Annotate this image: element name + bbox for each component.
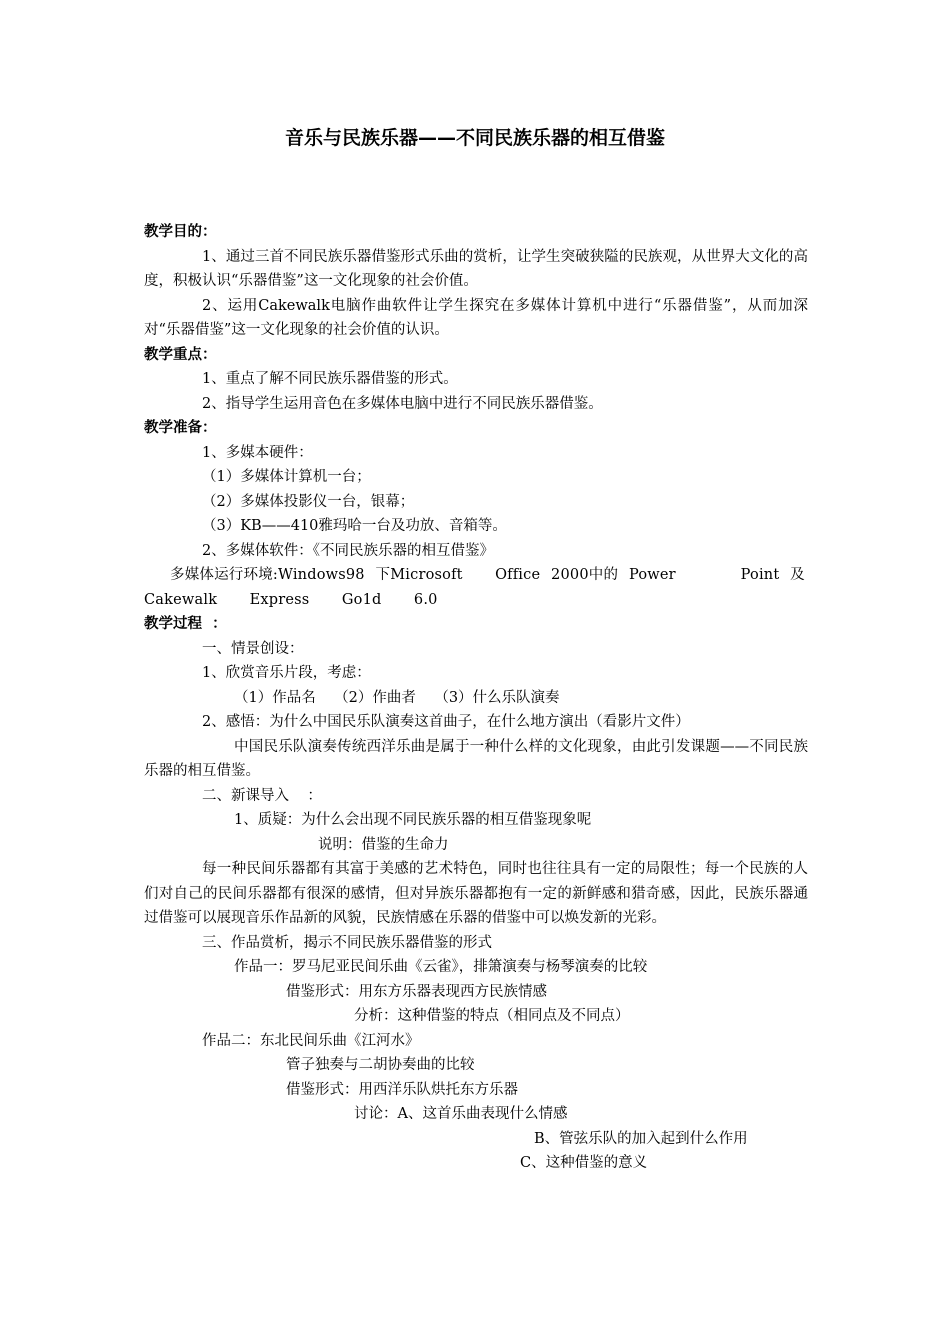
process-line-18: B、管弦乐队的加入起到什么作用 (534, 1130, 748, 1147)
process-line-4: 2、感悟：为什么中国民乐队演奏这首曲子，在什么地方演出（看影片文件） (202, 714, 690, 730)
process-line-17: 讨论：A、这首乐曲表现什么情感 (354, 1106, 568, 1122)
process-line-13: 分析：这种借鉴的特点（相同点及不同点） (354, 1008, 630, 1024)
key-point-1: 1、重点了解不同民族乐器借鉴的形式。 (202, 371, 458, 387)
process-heading: 教学过程 ： (144, 616, 227, 632)
environment-line-2: Cakewalk Express Go1d 6.0 (144, 591, 438, 608)
process-line-15: 管子独奏与二胡协奏曲的比较 (286, 1057, 475, 1073)
process-line-1: 一、情景创设： (202, 640, 304, 657)
process-line-5: 中国民乐队演奏传统西洋乐曲是属于一种什么样的文化现象，由此引发课题——不同民族乐器的相互借鉴。 (144, 738, 808, 779)
preparation-item-2: 2、多媒体软件：《不同民族乐器的相互借鉴》 (202, 542, 494, 559)
objective-heading: 教学目的： (144, 224, 217, 240)
process-line-12: 借鉴形式：用东方乐器表现西方民族情感 (286, 983, 547, 1000)
objective-item-1: 1、通过三首不同民族乐器借鉴形式乐曲的赏析，让学生突破狭隘的民族观，从世界大文化的高度，积极认识“乐器借鉴”这一文化现象的社会价值。 (144, 248, 808, 289)
objective-item-2: 2、运用Cakewalk电脑作曲软件让学生探究在多媒体计算机中进行“乐器借鉴”，从而加深对“乐器借鉴”这一文化现象的社会价值的认识。 (144, 297, 808, 338)
key-points-heading: 教学重点： (144, 346, 217, 363)
key-point-2: 2、指导学生运用音色在多媒体电脑中进行不同民族乐器借鉴。 (202, 395, 603, 412)
document-title: 音乐与民族乐器——不同民族乐器的相互借鉴 (284, 127, 665, 149)
process-line-16: 借鉴形式：用西洋乐队烘托东方乐器 (286, 1081, 518, 1098)
process-line-19: C、这种借鉴的意义 (520, 1155, 648, 1171)
process-line-11: 作品一：罗马尼亚民间乐曲《云雀》，排箫演奏与杨琴演奏的比较 (234, 959, 648, 975)
process-line-2: 1、欣赏音乐片段，考虑： (202, 665, 371, 681)
process-line-14: 作品二：东北民间乐曲《江河水》 (202, 1032, 420, 1049)
preparation-subitem-1: （1）多媒体计算机一台； (202, 469, 371, 485)
preparation-heading: 教学准备： (144, 420, 217, 436)
process-line-3: （1）作品名 （2）作曲者 （3）什么乐队演奏 (234, 689, 560, 706)
preparation-subitem-2: （2）多媒体投影仪一台，银幕； (202, 493, 415, 510)
document-body (144, 220, 808, 1176)
process-line-9: 每一种民间乐器都有其富于美感的艺术特色，同时也往往具有一定的局限性；每一个民族的人们对自己的民间乐器都有很深的感情，但对异族乐器都抱有一定的新鲜感和猎奇感，因此，民族乐器通过借鉴可以展现音乐作品新的风貌，民族情感在乐器的借鉴中可以焕发新的光彩。 (144, 861, 808, 926)
process-line-7: 1、质疑：为什么会出现不同民族乐器的相互借鉴现象呢 (234, 812, 592, 828)
process-line-10: 三、作品赏析，揭示不同民族乐器借鉴的形式 (202, 934, 492, 951)
environment-line-1: 多媒体运行环境:Windows98 下Microsoft Office 2000中的 Power Point 及 (170, 567, 805, 583)
preparation-item-1: 1、多媒本硬件： (202, 444, 313, 461)
process-line-8: 说明：借鉴的生命力 (318, 836, 449, 853)
preparation-subitem-3: （3）KB——410雅玛哈一台及功放、音箱等。 (202, 518, 507, 534)
process-line-6: 二、新课导入 ： (202, 787, 322, 804)
